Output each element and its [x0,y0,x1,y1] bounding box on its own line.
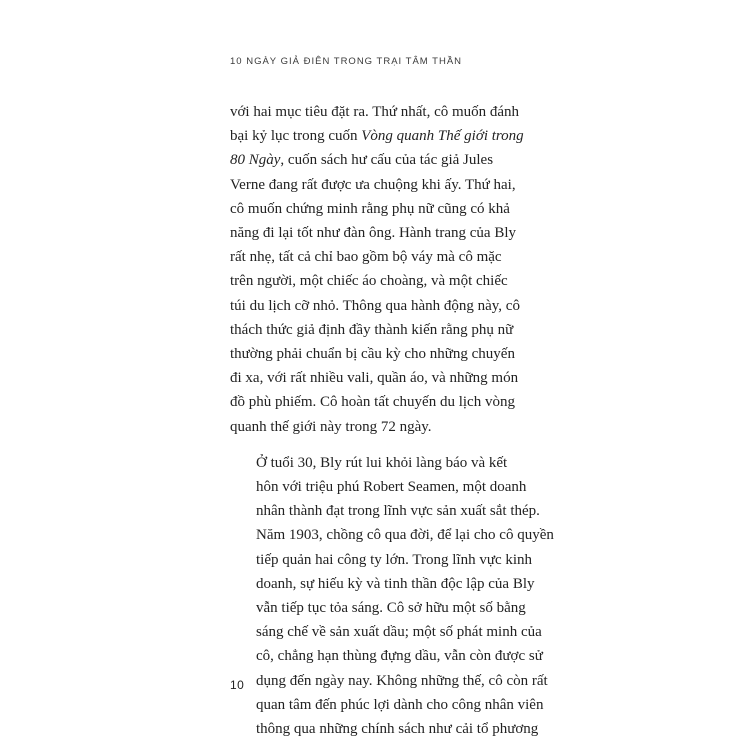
paragraph-2 [230,451,554,741]
book-title-italic: Vòng quanh Thế giới trong [361,128,524,145]
text-segment: bại kỷ lục trong cuốn [230,128,362,145]
text-line: rất nhẹ, tất cả chỉ bao gồm bộ váy mà cô mặc [230,249,502,266]
text-line: quanh thế giới này trong 72 ngày. [230,418,432,435]
text-line: thông qua những chính sách như cải tổ phương [256,721,539,738]
text-line: vẫn tiếp tục tỏa sáng. Cô sở hữu một số bằng [256,600,526,617]
text-line: đi xa, với rất nhiều vali, quần áo, và những món [230,370,519,387]
text-line: thách thức giả định đầy thành kiến rằng phụ nữ [230,321,514,338]
text-line: doanh, sự hiếu kỳ và tinh thần độc lập của Bly [256,575,535,592]
text-line [230,124,530,148]
text-line: Năm 1903, chồng cô qua đời, để lại cho cô quyền [256,527,554,544]
text-line: sáng chế về sản xuất dầu; một số phát minh của [256,624,542,641]
text-line: quan tâm đến phúc lợi dành cho công nhân viên [256,696,544,713]
text-line: năng đi lại tốt như đàn ông. Hành trang của Bly [230,225,516,242]
text-line: nhân thành đạt trong lĩnh vực sản xuất sắt thép. [256,503,540,520]
text-line: đồ phù phiếm. Cô hoàn tất chuyến du lịch vòng [230,394,515,411]
text-line: trên người, một chiếc áo choàng, và một chiếc [230,273,508,290]
text-line: thường phải chuẩn bị cầu kỳ cho những chuyến [230,346,515,363]
paragraph-1 [230,100,530,439]
text-line: Ở tuổi 30, Bly rút lui khỏi làng báo và kết [256,454,508,471]
book-title-italic: 80 Ngày [230,152,281,169]
text-line: cô muốn chứng minh rằng phụ nữ cũng có khả [230,200,510,217]
text-line: hôn với triệu phú Robert Seamen, một doanh [256,479,527,496]
text-line: dụng đến ngày nay. Không những thế, cô còn rất [256,672,548,689]
text-line: tiếp quản hai công ty lớn. Trong lĩnh vực kinh [256,551,533,568]
text-line: cô, chẳng hạn thùng đựng dầu, vẫn còn được sử [256,648,543,665]
text-line: với hai mục tiêu đặt ra. Thứ nhất, cô muốn đánh [230,104,520,120]
body-text [230,100,554,741]
page-number: 10 [230,678,245,692]
text-line [230,148,530,172]
text-line: Verne đang rất được ưa chuộng khi ấy. Thứ hai, [230,176,516,193]
text-segment: , cuốn sách hư cấu của tác giả Jules [280,152,494,169]
running-header: 10 NGÀY GIẢ ĐIÊN TRONG TRẠI TÂM THẦN [230,56,463,67]
text-line: túi du lịch cỡ nhỏ. Thông qua hành động này, cô [230,297,520,314]
